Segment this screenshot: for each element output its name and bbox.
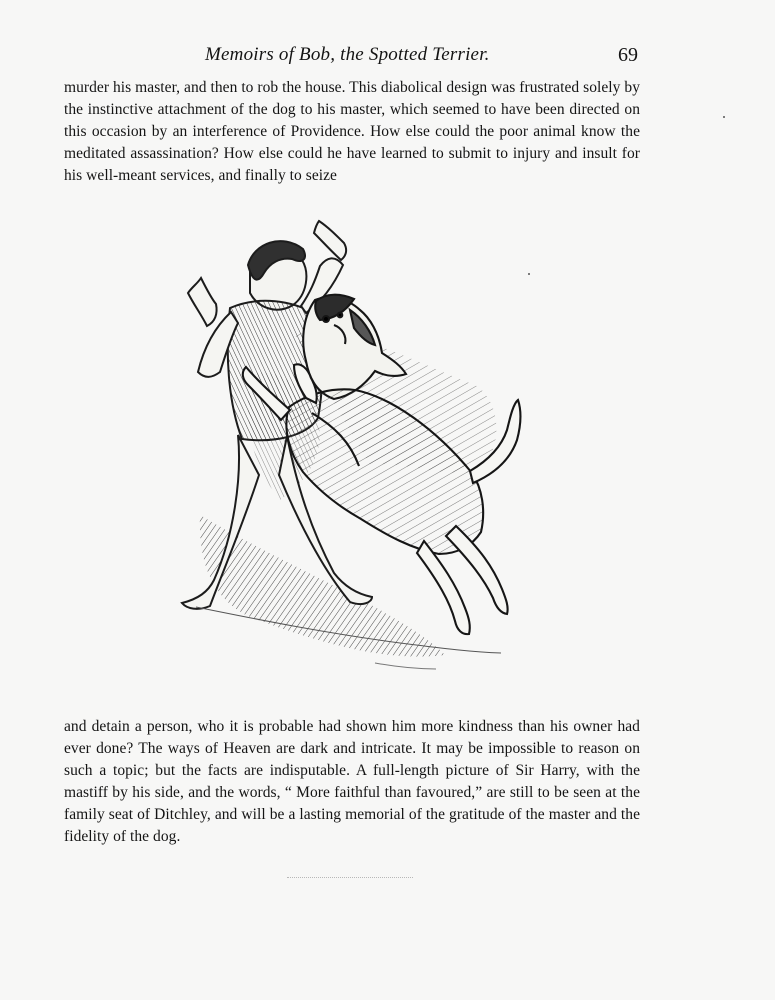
- page-number: 69: [618, 44, 638, 66]
- engraving-illustration: [170, 215, 540, 680]
- paragraph-bottom: and detain a person, who it is probable had shown him more kindness than his owner had ever done? The ways of Heaven are dark and intricate. It may be impossible to reason on such a topic; but the facts are indisputable. A full-length picture of Sir Harry, with the mastiff by his side, and the words, “ More faithful than favoured,” are still to be seen at the family seat of Ditchley, and will be a lasting memorial of the gratitude of the master and the fidelity of the dog.: [64, 718, 640, 845]
- stray-mark-mid: [528, 273, 530, 275]
- dotted-rule: [287, 877, 413, 878]
- stray-mark-right: [723, 116, 725, 118]
- running-title: Memoirs of Bob, the Spotted Terrier.: [205, 44, 490, 65]
- paragraph-top: murder his master, and then to rob the house. This diabolical design was frustrated solely by the instinctive attachment of the dog to his master, which seemed to have been directed on this occasion by an interference of Providence. How else could the poor animal know the meditated assassination? How else could he have learned to submit to injury and insult for his well-meant services, and finally to seize: [64, 79, 640, 184]
- dog-and-man-engraving: [170, 215, 540, 680]
